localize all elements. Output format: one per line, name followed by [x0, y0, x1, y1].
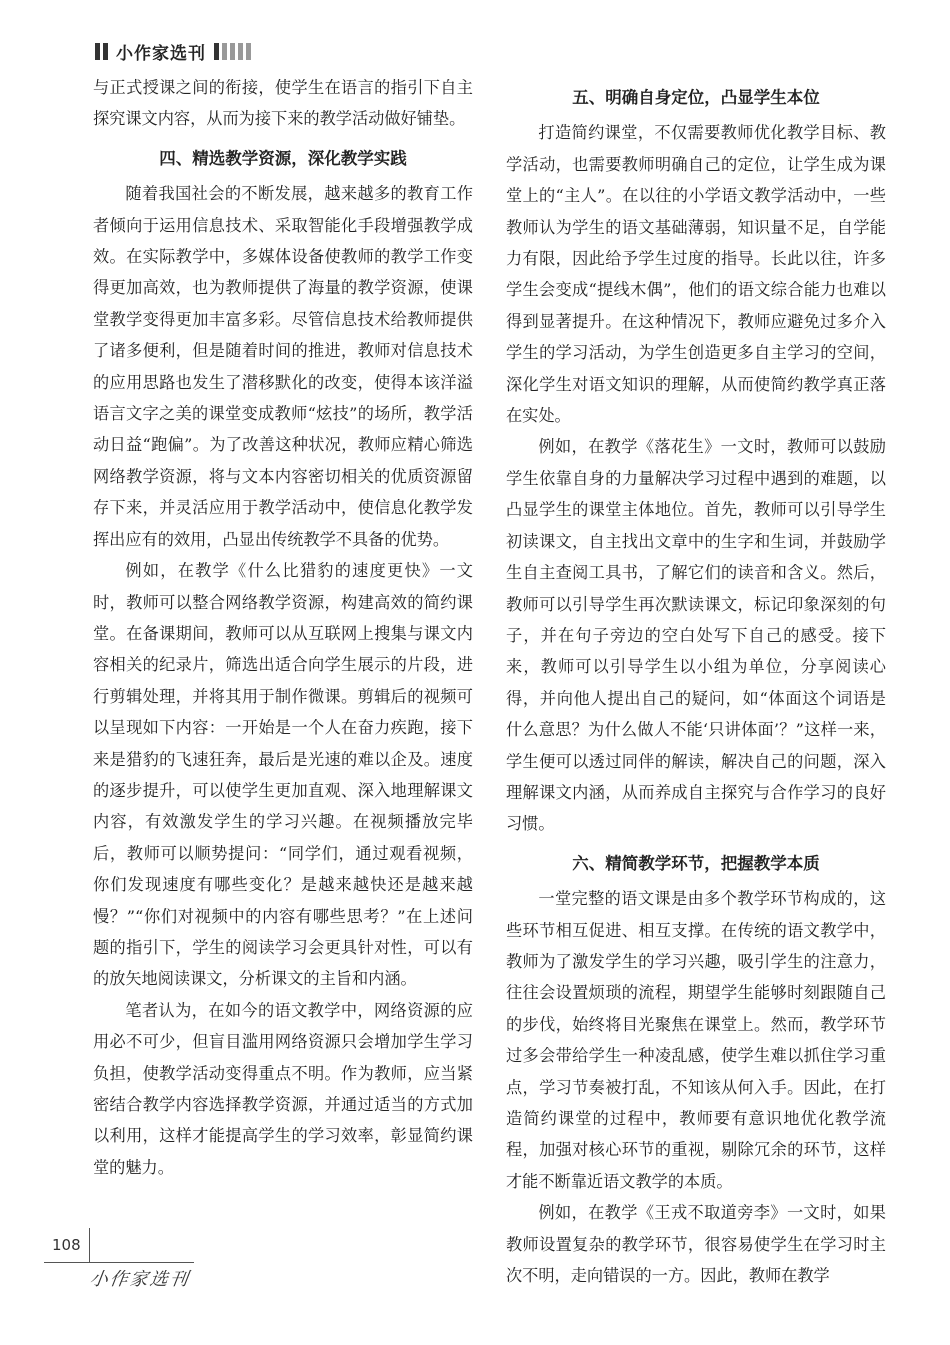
section-heading: 四、精选教学资源，深化教学实践 — [159, 148, 407, 168]
paragraph: 与正式授课之间的衔接，使学生在语言的指引下自主探究课文内容，从而为接下来的教学活动做好铺垫。 — [93, 78, 473, 129]
journal-logo: 小作家选刊 — [88, 1269, 192, 1290]
journal-title: 小作家选刊 — [116, 43, 206, 64]
paragraph: 一堂完整的语文课是由多个教学环节构成的，这些环节相互促进、相互支撑。在传统的语文教学中，教师为了激发学生的学习兴趣，吸引学生的注意力，往往会设置烦琐的流程，期望学生能够时刻跟随自己的步伐，始终将目光聚焦在课堂上。然而，教学环节过多会带给学生一种凌乱感，使学生难以抓住学习重点，学习节奏被打乱，不知该从何入手。因此，在打造简约课堂的过程中，教师要有意识地优化教学流程，加强对核心环节的重视，剔除冗余的环节，这样才能不断靠近语文教学的本质。 — [506, 889, 886, 1191]
paragraph: 例如，在教学《什么比猎豹的速度更快》一文时，教师可以整合网络教学资源，构建高效的简约课堂。在备课期间，教师可以从互联网上搜集与课文内容相关的纪录片，筛选出适合向学生展示的片段，进行剪辑处理，并将其用于制作微课。剪辑后的视频可以呈现如下内容：一开始是一个人在奋力疾跑，接下来是猎豹的飞速狂奔，最后是光速的难以企及。速度的逐步提升，可以使学生更加直观、深入地理解课文内容，有效激发学生的学习兴趣。在视频播放完毕后，教师可以顺势提问：“同学们，通过观看视频，你们发现速度有哪些变化？是越来越快还是越来越慢？”“你们对视频中的内容有哪些思考？”在上述问题的指引下，学生的阅读学习会更具针对性，可以有的放矢地阅读课文，分析课文的主旨和内涵。 — [93, 561, 473, 989]
header-bars-icon — [95, 43, 108, 60]
paragraph: 打造简约课堂，不仅需要教师优化教学目标、教学活动，也需要教师明确自己的定位，让学生成为课堂上的“主人”。在以往的小学语文教学活动中，一些教师认为学生的语文基础薄弱，知识量不足，自学能力有限，因此给予学生过度的指导。长此以往，许多学生会变成“提线木偶”，他们的语文综合能力也难以得到显著提升。在这种情况下，教师应避免过多介入学生的学习活动，为学生创造更多自主学习的空间，深化学生对语文知识的理解，从而使简约教学真正落在实处。 — [506, 123, 886, 426]
paragraph: 随着我国社会的不断发展，越来越多的教育工作者倾向于运用信息技术、采取智能化手段增强教学成效。在实际教学中，多媒体设备使教师的教学工作变得更加高效，也为教师提供了海量的教学资源，使课堂教学变得更加丰富多彩。尽管信息技术给教师提供了诸多便利，但是随着时间的推进，教师对信息技术的应用思路也发生了潜移默化的改变，使得本该洋溢语言文字之美的课堂变成教师“炫技”的场所，教学活动日益“跑偏”。为了改善这种状况，教师应精心筛选网络教学资源，将与文本内容密切相关的优质资源留存下来，并灵活应用于教学活动中，使信息化教学发挥出应有的效用，凸显出传统教学不具备的优势。 — [93, 184, 473, 549]
page-number: 108 — [52, 1236, 81, 1254]
paragraph: 例如，在教学《落花生》一文时，教师可以鼓励学生依靠自身的力量解决学习过程中遇到的难题，以凸显学生的课堂主体地位。首先，教师可以引导学生初读课文，自主找出文章中的生字和生词，并鼓励学生自主查阅工具书，了解它们的读音和含义。然后，教师可以引导学生再次默读课文，标记印象深刻的句子，并在句子旁边的空白处写下自己的感受。接下来，教师可以引导学生以小组为单位，分享阅读心得，并向他人提出自己的疑问，如“体面这个词语是什么意思？为什么做人不能‘只讲体面’？”这样一来，学生便可以透过同伴的解读，解决自己的问题，深入理解课文内涵，从而养成自主探究与合作学习的良好习惯。 — [506, 437, 886, 834]
right-column — [506, 72, 886, 1291]
paragraph: 例如，在教学《王戎不取道旁李》一文时，如果教师设置复杂的教学环节，很容易使学生在学习时主次不明，走向错误的一方。因此，教师在教学 — [506, 1203, 886, 1286]
footer-divider — [89, 1228, 90, 1262]
footer-rule — [44, 1262, 194, 1263]
header-decoration-icon — [214, 43, 251, 60]
paragraph: 笔者认为，在如今的语文教学中，网络资源的应用必不可少，但盲目滥用网络资源只会增加学生学习负担，使教学活动变得重点不明。作为教师，应当紧密结合教学内容选择教学资源，并通过适当的方式加以利用，这样才能提高学生的学习效率，彰显简约课堂的魅力。 — [93, 1000, 473, 1177]
section-heading: 六、精简教学环节，把握教学本质 — [572, 853, 820, 873]
journal-header — [95, 38, 251, 64]
section-heading: 五、明确自身定位，凸显学生本位 — [572, 88, 820, 107]
left-column — [93, 72, 473, 1183]
